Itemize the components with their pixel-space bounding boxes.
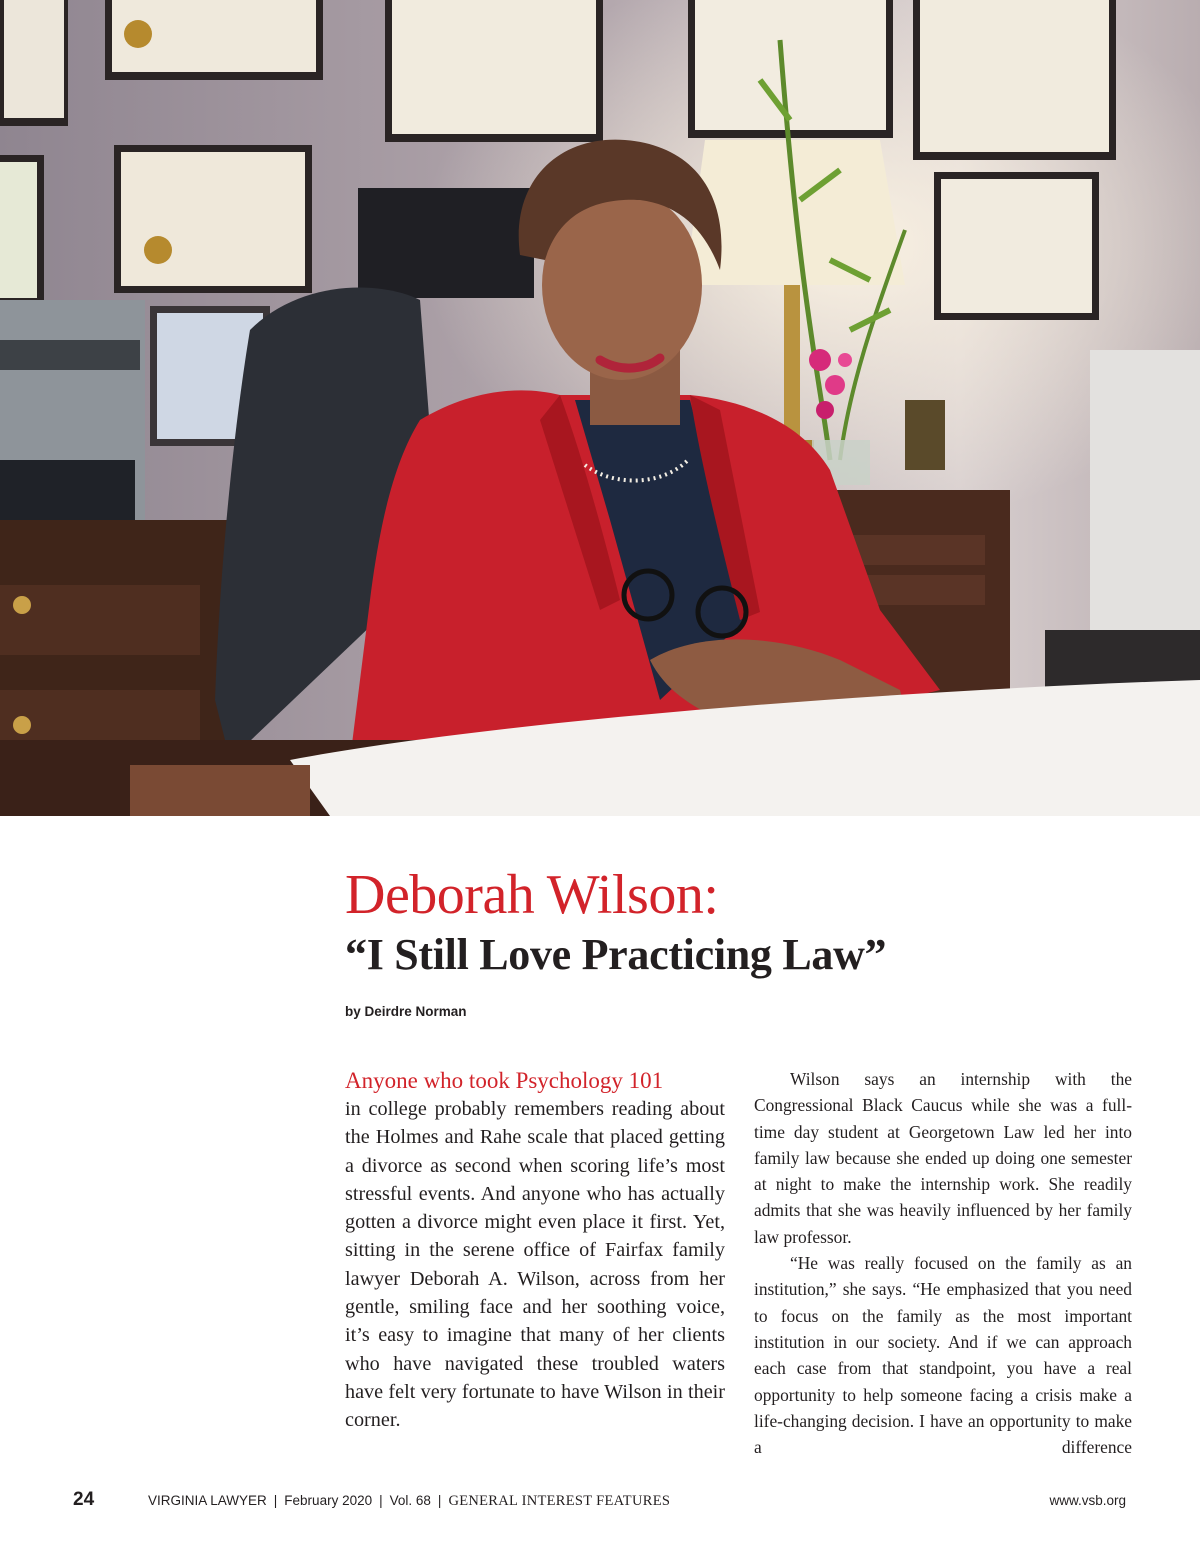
volume: Vol. 68	[389, 1493, 431, 1508]
body-paragraph: “He was really focused on the family as an institution,” she says. “He emphasized that you need to focus on the family as the most important institution in our society. And if we can approach each case from that standpoint, you have a real opportunity to help someone facing a crisis make a life-changing decision. I have an opportunity to make a difference	[754, 1253, 1132, 1458]
issue-date: February 2020	[284, 1493, 373, 1508]
publication-name: VIRGINIA LAWYER	[148, 1493, 267, 1508]
body-column-2	[754, 1066, 1132, 1460]
lead-in: Anyone who took Psychology 101	[345, 1068, 664, 1093]
page-number: 24	[73, 1489, 95, 1510]
footer-publication-info	[148, 1492, 670, 1510]
byline: by Deirdre Norman	[345, 1004, 467, 1019]
body-paragraph: Wilson says an internship with the Congressional Black Caucus while she was a full-time day student at Georgetown Law led her into family law because she ended up doing one semester at night to make the internship work. She readily admits that she was heavily influenced by her family law professor.	[754, 1069, 1132, 1247]
separator: |	[379, 1493, 383, 1508]
page-footer	[0, 1489, 1200, 1513]
separator: |	[273, 1493, 278, 1508]
body-column-1	[345, 1066, 725, 1435]
article-title: Deborah Wilson:	[345, 864, 719, 926]
website-link[interactable]: www.vsb.org	[1049, 1493, 1126, 1508]
separator: |	[437, 1493, 442, 1508]
body-paragraph: in college probably remembers reading about the Holmes and Rahe scale that placed getting a divorce as second when scoring life’s most stressful events. And anyone who has actually gotten a divorce might even place it first. Yet, sitting in the serene office of Fairfax family lawyer Deborah A. Wilson, across from her gentle, smiling face and her soothing voice, it’s easy to imagine that many of her clients who have navigated these troubled waters have felt very fortunate to have Wilson in their corner.	[345, 1098, 725, 1432]
section-name: GENERAL INTEREST FEATURES	[448, 1493, 671, 1509]
headline	[345, 862, 1145, 982]
article-subtitle: “I Still Love Practicing Law”	[345, 930, 887, 979]
